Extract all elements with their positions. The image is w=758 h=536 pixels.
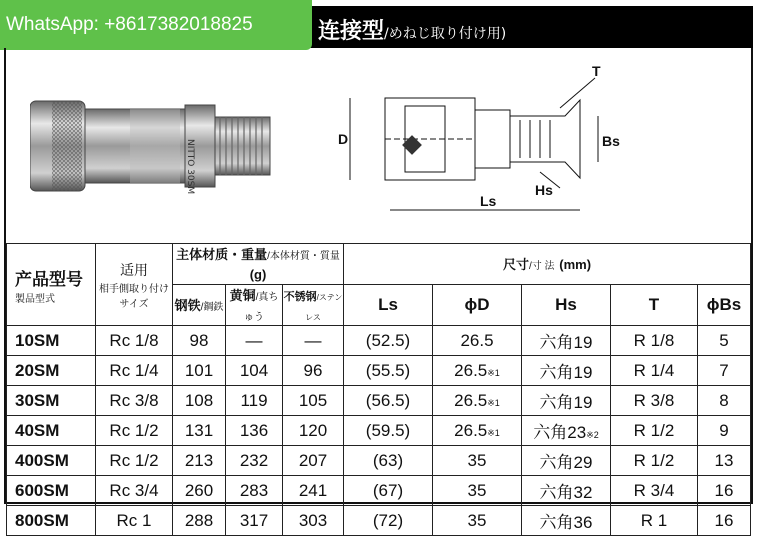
table-row bbox=[7, 416, 751, 446]
cell-brass: 136 bbox=[226, 416, 283, 446]
cell-brass: 232 bbox=[226, 446, 283, 476]
cell-hs: 六角19 bbox=[522, 386, 611, 416]
cell-applicable: Rc 1/4 bbox=[96, 356, 173, 386]
cell-applicable: Rc 3/4 bbox=[96, 476, 173, 506]
cell-hs: 六角29 bbox=[522, 446, 611, 476]
cell-bs: 16 bbox=[698, 476, 751, 506]
cell-ls: (56.5) bbox=[344, 386, 433, 416]
cell-steel: 101 bbox=[173, 356, 226, 386]
header-t: T bbox=[611, 285, 698, 326]
label-Hs: Hs bbox=[535, 182, 553, 198]
title-main: 连接型 bbox=[318, 19, 385, 44]
cell-ls: (59.5) bbox=[344, 416, 433, 446]
cell-brass: — bbox=[226, 326, 283, 356]
header-material: 主体材质・重量/本体材質・質量(g) bbox=[173, 244, 344, 285]
cell-brass: 317 bbox=[226, 506, 283, 536]
cell-bs: 7 bbox=[698, 356, 751, 386]
cell-bs: 13 bbox=[698, 446, 751, 476]
cell-ls: (67) bbox=[344, 476, 433, 506]
cell-stainless: 96 bbox=[283, 356, 344, 386]
label-Ls: Ls bbox=[480, 193, 497, 209]
cell-steel: 260 bbox=[173, 476, 226, 506]
table-row bbox=[7, 386, 751, 416]
cell-applicable: Rc 1/2 bbox=[96, 416, 173, 446]
cell-steel: 131 bbox=[173, 416, 226, 446]
cell-model: 30SM bbox=[7, 386, 96, 416]
cell-bs: 16 bbox=[698, 506, 751, 536]
cell-steel: 98 bbox=[173, 326, 226, 356]
table-row bbox=[7, 356, 751, 386]
cell-t: R 1/2 bbox=[611, 416, 698, 446]
page-title bbox=[318, 14, 506, 45]
cell-d: 35 bbox=[433, 506, 522, 536]
cell-bs: 9 bbox=[698, 416, 751, 446]
table-row bbox=[7, 446, 751, 476]
cell-stainless: 303 bbox=[283, 506, 344, 536]
header-brass: 黄铜/真ちゅう bbox=[226, 285, 283, 326]
cell-applicable: Rc 1/8 bbox=[96, 326, 173, 356]
cell-stainless: 241 bbox=[283, 476, 344, 506]
cell-t: R 3/4 bbox=[611, 476, 698, 506]
cell-applicable: Rc 1/2 bbox=[96, 446, 173, 476]
cell-t: R 1/8 bbox=[611, 326, 698, 356]
cell-brass: 119 bbox=[226, 386, 283, 416]
cell-hs: 六角23※2 bbox=[522, 416, 611, 446]
cell-steel: 213 bbox=[173, 446, 226, 476]
footnote-mark: ※1 bbox=[487, 367, 500, 378]
table-row bbox=[7, 476, 751, 506]
cell-stainless: 120 bbox=[283, 416, 344, 446]
label-Bs: Bs bbox=[602, 133, 620, 149]
technical-drawing bbox=[330, 60, 630, 225]
cell-brass: 104 bbox=[226, 356, 283, 386]
cell-t: R 3/8 bbox=[611, 386, 698, 416]
footnote-mark: ※2 bbox=[586, 430, 599, 440]
header-ls: Ls bbox=[344, 285, 433, 326]
cell-ls: (55.5) bbox=[344, 356, 433, 386]
cell-d: 35 bbox=[433, 476, 522, 506]
cell-bs: 5 bbox=[698, 326, 751, 356]
cell-d: 26.5 bbox=[433, 326, 522, 356]
cell-d: 26.5※1 bbox=[433, 386, 522, 416]
footnote-mark: ※1 bbox=[487, 427, 500, 438]
header-steel: 钢铁/鋼鉄 bbox=[173, 285, 226, 326]
cell-d: 26.5※1 bbox=[433, 356, 522, 386]
label-T: T bbox=[592, 63, 601, 79]
cell-stainless: 105 bbox=[283, 386, 344, 416]
cell-applicable: Rc 1 bbox=[96, 506, 173, 536]
cell-model: 20SM bbox=[7, 356, 96, 386]
photo-label: NITTO 30SM bbox=[185, 139, 195, 195]
cell-stainless: — bbox=[283, 326, 344, 356]
cell-model: 600SM bbox=[7, 476, 96, 506]
cell-ls: (72) bbox=[344, 506, 433, 536]
cell-stainless: 207 bbox=[283, 446, 344, 476]
cell-d: 26.5※1 bbox=[433, 416, 522, 446]
cell-bs: 8 bbox=[698, 386, 751, 416]
footnote-mark: ※1 bbox=[487, 397, 500, 408]
cell-steel: 108 bbox=[173, 386, 226, 416]
cell-t: R 1/2 bbox=[611, 446, 698, 476]
header-dims: 尺寸/寸 法 (mm) bbox=[344, 244, 751, 285]
product-photo bbox=[30, 95, 275, 195]
cell-hs: 六角32 bbox=[522, 476, 611, 506]
title-sub: /めねじ取り付け用) bbox=[384, 26, 507, 42]
header-hs: Hs bbox=[522, 285, 611, 326]
table-row bbox=[7, 506, 751, 536]
cell-ls: (52.5) bbox=[344, 326, 433, 356]
header-stainless: 不锈钢/ステンレス bbox=[283, 285, 344, 326]
header-applicable: 适用 相手側取り付けサイズ bbox=[96, 244, 173, 326]
cell-model: 400SM bbox=[7, 446, 96, 476]
cell-model: 40SM bbox=[7, 416, 96, 446]
cell-model: 10SM bbox=[7, 326, 96, 356]
label-D: D bbox=[338, 131, 349, 147]
cell-hs: 六角36 bbox=[522, 506, 611, 536]
cell-hs: 六角19 bbox=[522, 326, 611, 356]
cell-steel: 288 bbox=[173, 506, 226, 536]
whatsapp-badge[interactable]: WhatsApp: +8617382018825 bbox=[0, 0, 312, 50]
cell-ls: (63) bbox=[344, 446, 433, 476]
cell-t: R 1 bbox=[611, 506, 698, 536]
header-d: ϕD bbox=[433, 285, 522, 326]
cell-hs: 六角19 bbox=[522, 356, 611, 386]
cell-d: 35 bbox=[433, 446, 522, 476]
header-model: 产品型号 製品型式 bbox=[7, 244, 96, 326]
cell-model: 800SM bbox=[7, 506, 96, 536]
header-bs: ϕBs bbox=[698, 285, 751, 326]
spec-table bbox=[6, 243, 751, 536]
cell-applicable: Rc 3/8 bbox=[96, 386, 173, 416]
cell-t: R 1/4 bbox=[611, 356, 698, 386]
table-row bbox=[7, 326, 751, 356]
cell-brass: 283 bbox=[226, 476, 283, 506]
